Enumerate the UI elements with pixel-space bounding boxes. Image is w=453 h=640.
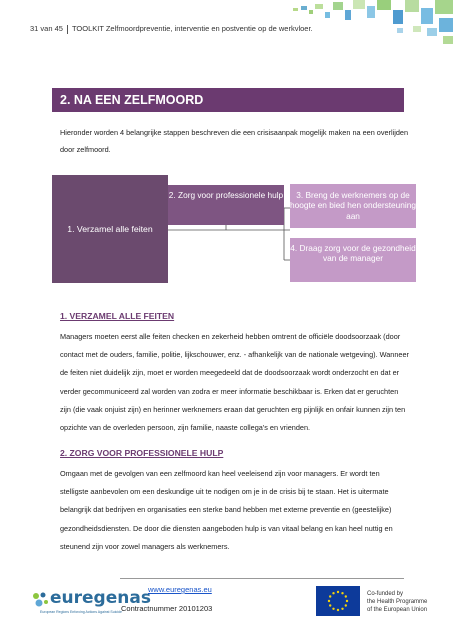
step-2-label: 2. Zorg voor professionele hulp	[168, 190, 284, 200]
header-decoration	[293, 0, 453, 50]
eu-text-line-3: of the European Union	[367, 607, 428, 613]
page-header	[0, 0, 453, 48]
website-link[interactable]: www.euregenas.eu	[148, 585, 212, 594]
subheading-1: 1. VERZAMEL ALLE FEITEN	[60, 311, 175, 321]
page-number: 31 van 45	[30, 24, 63, 33]
step-4-label: 4. Draag zorg voor de gezondheid van de manager	[290, 243, 416, 264]
logo-wordmark: euregenas	[50, 588, 151, 608]
euregenas-logo	[30, 588, 151, 618]
paragraph-2: Omgaan met de gevolgen van een zelfmoord kan heel veeleisend zijn voor managers. Er wordt ten stelligste aanbevolen om een deskundige uit te nodigen om je in de crisis bij te staan. Het is uitermate belangrijk dat bedrijven en organisaties een sterke band hebben met externe preventie en (geestelijke) gezondheidsdiensten. De door die diensten aangeboden hulp is van vitaal belang en kan heel nuttig en steunend zijn voor zowel managers als werknemers.	[60, 469, 393, 551]
step-1-label: 1. Verzamel alle feiten	[67, 223, 153, 234]
header-text	[30, 24, 313, 34]
eu-stars	[316, 586, 360, 616]
step-3-label: 3. Breng de werknemers op de hoogte en bied hen ondersteuning aan	[290, 190, 416, 221]
section-title: 2. NA EEN ZELFMOORD	[52, 88, 404, 112]
footer-divider	[120, 578, 404, 579]
eu-text-line-1: Co-funded by	[367, 591, 404, 597]
step-3-box	[290, 184, 416, 228]
steps-diagram	[0, 170, 453, 290]
step-4-box	[290, 238, 416, 282]
document-title: TOOLKIT Zelfmoordpreventie, interventie en postventie op de werkvloer.	[71, 24, 313, 33]
step-1-box	[52, 175, 168, 283]
eu-flag-icon	[316, 586, 360, 616]
logo-mark-icon	[30, 590, 50, 610]
eu-text-line-2: the Health Programme	[367, 599, 428, 605]
intro-paragraph: Hieronder worden 4 belangrijke stappen beschreven die een crisisaanpak mogelijk maken na een overlijden door zelfmoord.	[60, 128, 409, 154]
eu-funding-text	[367, 590, 427, 614]
step-2-box	[168, 185, 284, 225]
logo-tagline: European Regions Enforcing Actions Against Suicide	[40, 610, 122, 614]
paragraph-1: Managers moeten eerst alle feiten checken en zekerheid hebben omtrent de officiële doodsoorzaak (door contact met de ouders, familie, politie, lijkschouwer, enz. - afhankelijk van de nationale wetgeving). Wanneer de feiten niet duidelijk zijn, moet er worden meegedeeld dat de doodsoorzaak wordt onderzocht en dat er verder gecommuniceerd zal worden van zodra er meer informatie beschikbaar is. Erken dat er geruchten zijn (die vaak onjuist zijn) en herinner werknemers eraan dat geruchten erg pijnlijk en onfair kunnen zijn ten opzichte van de overleden persoon, zijn familie, naaste collega's en vrienden.	[60, 332, 409, 433]
subheading-2: 2. ZORG VOOR PROFESSIONELE HULP	[60, 448, 224, 458]
contract-number: Contractnummer 20101203	[121, 604, 213, 613]
header-divider	[67, 25, 68, 34]
